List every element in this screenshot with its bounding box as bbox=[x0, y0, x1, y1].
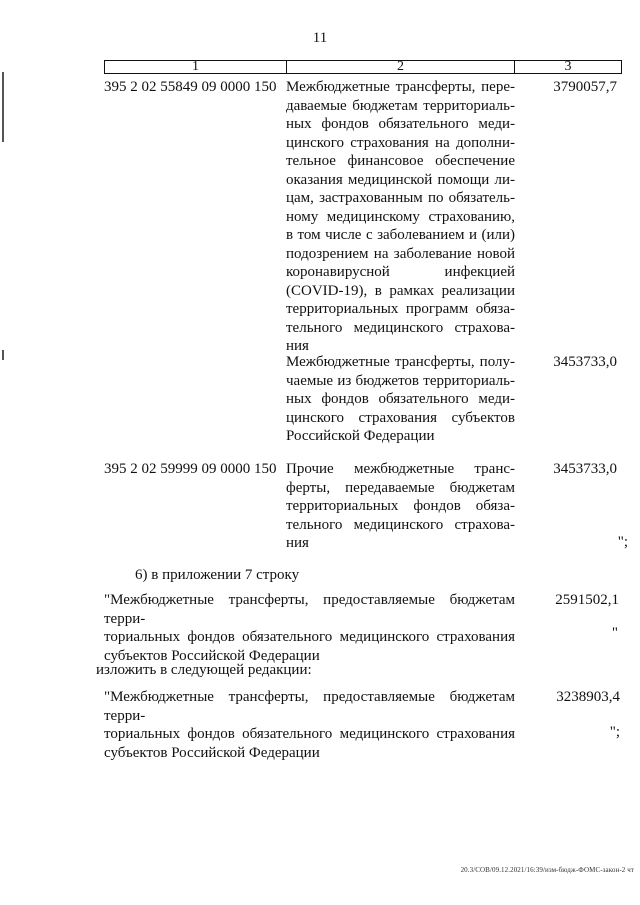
row-3-closing-quote: "; bbox=[617, 534, 628, 550]
row-1-line: Межбюджетные трансферты, пере- bbox=[286, 79, 515, 95]
row-3-description bbox=[286, 460, 515, 553]
row-1-line: в том числе с заболеванием и (или) bbox=[286, 227, 515, 243]
row-1-line: (COVID-19), в рамках реализации bbox=[286, 282, 515, 299]
row-1-line: ния bbox=[286, 338, 309, 354]
old-entry-text bbox=[104, 591, 515, 665]
row-1-line: ному медицинскому страхованию, bbox=[286, 208, 515, 225]
scan-mark bbox=[2, 350, 4, 360]
new-entry-text bbox=[104, 688, 515, 762]
old-entry-line: "Межбюджетные трансферты, предоставляемые бюджетам терри- bbox=[104, 592, 515, 627]
page-number: 11 bbox=[312, 30, 328, 46]
row-1-line: даваемые бюджетам территориаль- bbox=[286, 97, 515, 114]
row-1-line: подозрением на заболевание новой bbox=[286, 245, 515, 262]
row-3-line: ния bbox=[286, 535, 309, 551]
row-2-description bbox=[286, 353, 515, 446]
old-entry-line: субъектов Российской Федерации bbox=[104, 647, 320, 664]
row-1-line: оказания медицинской помощи ли- bbox=[286, 171, 515, 188]
row-1-line: цам, застрахованным по обязатель- bbox=[286, 190, 515, 206]
row-2-line: цинского страхования субъектов bbox=[286, 409, 515, 426]
table-header-col2: 2 bbox=[286, 60, 515, 74]
row-3-line: тельного медицинского страхова- bbox=[286, 516, 515, 533]
item-6-text: 6) в приложении 7 строку bbox=[135, 567, 300, 583]
row-1-amount: 3790057,7 bbox=[553, 79, 617, 95]
row-3-code: 395 2 02 59999 09 0000 150 bbox=[104, 461, 277, 477]
row-1-line: ных фондов обязательного меди- bbox=[286, 116, 515, 132]
row-2-amount: 3453733,0 bbox=[553, 354, 617, 370]
row-3-line: территориальных фондов обяза- bbox=[286, 498, 515, 514]
old-entry-line: ториальных фондов обязательного медицинского страхования bbox=[104, 629, 515, 645]
old-entry-amount: 2591502,1 bbox=[555, 592, 619, 608]
row-2-line: чаемые из бюджетов территориаль- bbox=[286, 372, 515, 389]
row-1-line: тельное финансовое обеспечение bbox=[286, 153, 515, 169]
row-3-amount: 3453733,0 bbox=[553, 461, 617, 477]
table-header-col1: 1 bbox=[104, 60, 287, 74]
row-1-line: цинского страхования на дополни- bbox=[286, 134, 515, 151]
row-3-line: ферты, передаваемые бюджетам bbox=[286, 479, 515, 496]
new-entry-line: субъектов Российской Федерации bbox=[104, 744, 320, 761]
new-entry-closing-quote: "; bbox=[609, 724, 620, 740]
scan-mark bbox=[2, 72, 4, 142]
row-1-code: 395 2 02 55849 09 0000 150 bbox=[104, 79, 277, 95]
row-2-line: Межбюджетные трансферты, полу- bbox=[286, 354, 515, 370]
new-entry-amount: 3238903,4 bbox=[556, 689, 620, 705]
row-1-line: тельного медицинского страхова- bbox=[286, 319, 515, 336]
row-1-description bbox=[286, 78, 515, 356]
table-header-col3: 3 bbox=[514, 60, 622, 74]
new-entry-line: ториальных фондов обязательного медицинского страхования bbox=[104, 726, 515, 742]
document-footer: 20.3/СОВ/09.12.2021/16:39/изм-бюдж-ФОМС-закон-2 чт bbox=[460, 866, 634, 874]
row-1-line: коронавирусной инфекцией bbox=[286, 264, 515, 280]
row-1-line: территориальных программ обяза- bbox=[286, 301, 515, 317]
row-2-line: Российской Федерации bbox=[286, 428, 435, 444]
replace-instruction: изложить в следующей редакции: bbox=[96, 662, 312, 678]
row-3-line: Прочие межбюджетные транс- bbox=[286, 461, 515, 477]
new-entry-line: "Межбюджетные трансферты, предоставляемые бюджетам терри- bbox=[104, 689, 515, 724]
row-2-line: ных фондов обязательного меди- bbox=[286, 391, 515, 407]
old-entry-closing-quote: " bbox=[611, 625, 618, 641]
